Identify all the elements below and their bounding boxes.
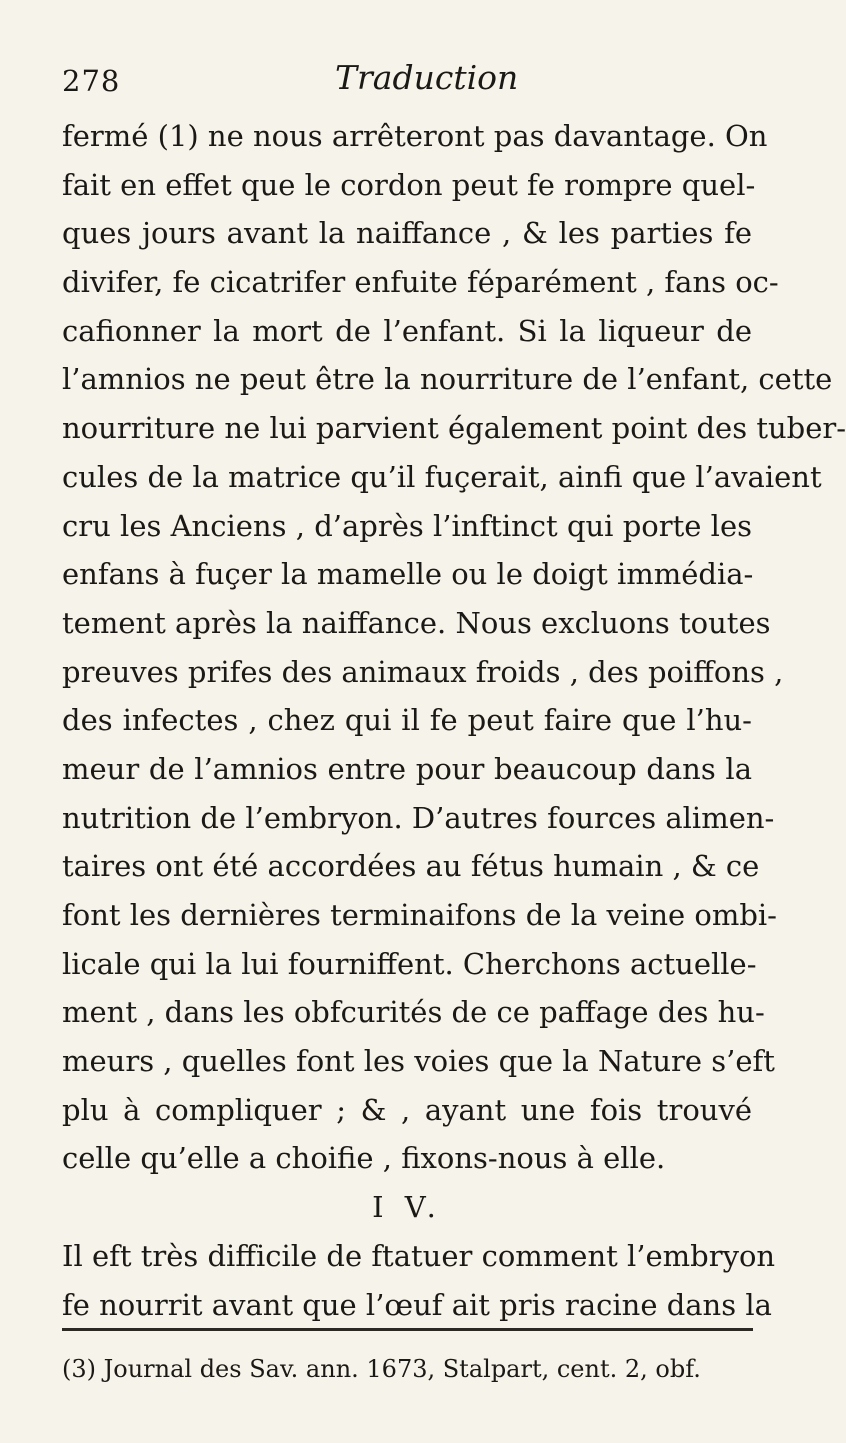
- footnote-rule: [62, 1328, 753, 1331]
- text-line: Il eft très difficile de ftatuer comment l’embryon: [62, 1238, 776, 1273]
- text-line: cules de la matrice qu’il fuçerait, ainfi que l’avaient: [62, 459, 822, 494]
- text-line: divifer, fe cicatrifer enfuite féparément , fans oc-: [62, 265, 779, 300]
- text-line: meur de l’amnios entre pour beaucoup dans la: [62, 751, 752, 786]
- running-title: Traduction: [335, 58, 519, 97]
- body-text: [62, 112, 846, 1329]
- page-number: 278: [62, 64, 121, 98]
- text-line: meurs , quelles font les voies que la Nature s’eft: [62, 1044, 775, 1079]
- text-line: nourriture ne lui parvient également point des tuber-: [62, 411, 846, 446]
- text-line: ques jours avant la naiffance , & les parties fe: [62, 216, 752, 251]
- text-line: fe nourrit avant que l’œuf ait pris racine dans la: [62, 1287, 772, 1322]
- text-line: taires ont été accordées au fétus humain , & ce: [62, 849, 760, 884]
- text-line: enfans à fuçer la mamelle ou le doigt immédia-: [62, 557, 754, 592]
- running-head: [62, 54, 752, 102]
- text-line: celle qu’elle a choifie , fixons-nous à elle.: [62, 1141, 666, 1176]
- text-line: fermé (1) ne nous arrêteront pas davantage. On: [62, 119, 768, 153]
- text-line: l’amnios ne peut être la nourriture de l’enfant, cette: [62, 362, 833, 397]
- text-line: tement après la naiffance. Nous excluons toutes: [62, 605, 771, 640]
- text-line: ment , dans les obfcurités de ce paffage des hu-: [62, 995, 765, 1030]
- text-line: fait en effet que le cordon peut fe rompre quel-: [62, 167, 756, 202]
- text-line: font les dernières terminaifons de la veine ombi-: [62, 898, 777, 932]
- text-line: des infectes , chez qui il fe peut faire que l’hu-: [62, 703, 752, 738]
- text-line: cafionner la mort de l’enfant. Si la liqueur de: [62, 313, 752, 348]
- text-line: licale qui la lui fourniffent. Cherchons actuelle-: [62, 946, 757, 981]
- section-number: I V.: [372, 1190, 442, 1225]
- text-line: preuves prifes des animaux froids , des poiffons ,: [62, 654, 784, 689]
- text-line: plu à compliquer ; & , ayant une fois trouvé: [62, 1092, 752, 1127]
- text-line: cru les Anciens , d’après l’inftinct qui porte les: [62, 508, 752, 543]
- text-line: nutrition de l’embryon. D’autres fources alimen-: [62, 800, 775, 835]
- footnote: (3) Journal des Sav. ann. 1673, Stalpart, cent. 2, obf.: [62, 1355, 701, 1383]
